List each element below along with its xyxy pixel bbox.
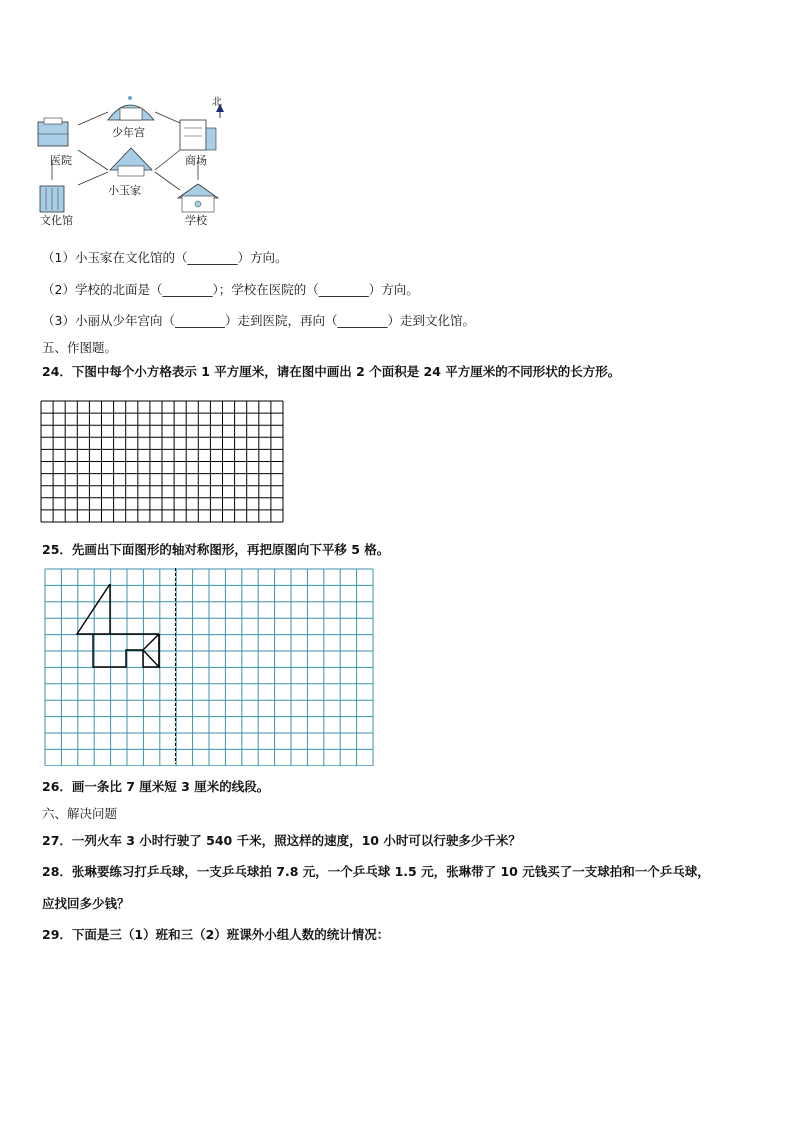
- symmetry-grid-25: [44, 568, 376, 766]
- home-label: 小玉家: [108, 184, 141, 197]
- culture-hall-label: 文化馆: [40, 214, 73, 227]
- question-28-line-2: 应找回多少钱？: [42, 896, 130, 911]
- section-5-heading: 五、作图题。: [42, 340, 118, 355]
- hospital-icon: [38, 118, 68, 146]
- school-icon: [178, 184, 218, 212]
- mall-icon: [180, 120, 216, 150]
- question-24: 24．下图中每个小方格表示 1 平方厘米，请在图中画出 2 个面积是 24 平方厘米的不同形状的长方形。: [42, 364, 621, 379]
- home-icon: [110, 148, 152, 176]
- question-28-line-1: 28．张琳要练习打乒乓球，一支乒乓球拍 7.8 元，一个乒乓球 1.5 元，张琳带了 10 元钱买了一支球拍和一个乒乓球，: [42, 864, 710, 879]
- shape-figure: [77, 584, 159, 667]
- question-29: 29．下面是三（1）班和三（2）班课外小组人数的统计情况：: [42, 927, 390, 942]
- question-27: 27．一列火车 3 小时行驶了 540 千米，照这样的速度，10 小时可以行驶多少千米？: [42, 833, 521, 848]
- hospital-label: 医院: [50, 154, 72, 167]
- question-23-part-1: （1）小玉家在文化馆的（________）方向。: [42, 250, 288, 265]
- question-26: 26．画一条比 7 厘米短 3 厘米的线段。: [42, 779, 270, 794]
- north-label: 北: [212, 97, 222, 108]
- area-grid-24: [40, 400, 286, 524]
- youth-palace-label: 少年宫: [112, 126, 145, 139]
- culture-hall-icon: [40, 186, 64, 212]
- mall-label: 商场: [185, 154, 207, 167]
- section-6-heading: 六、解决问题: [42, 806, 118, 821]
- school-label: 学校: [185, 214, 207, 227]
- question-23-part-2: （2）学校的北面是（________）；学校在医院的（________）方向。: [42, 282, 419, 297]
- question-23-part-3: （3）小丽从少年宫向（________）走到医院，再向（________）走到文化馆。: [42, 313, 475, 328]
- question-25: 25．先画出下面图形的轴对称图形，再把原图向下平移 5 格。: [42, 542, 390, 557]
- youth-palace-icon: [108, 96, 154, 120]
